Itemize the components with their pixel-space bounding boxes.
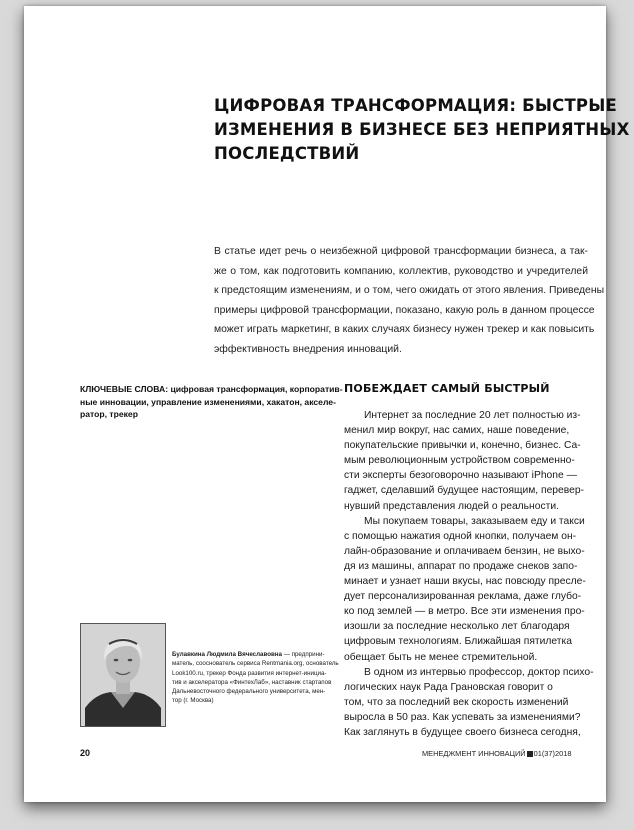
- author-info: [172, 650, 339, 706]
- body-line: выросла в 50 раз. Как успевать за изменениями?: [344, 711, 581, 723]
- abstract-line: может играть маркетинг, в каких случаях бизнесу нужен трекер и как повысить: [214, 324, 595, 335]
- journal-page: [24, 6, 630, 802]
- square-bullet-icon: [527, 751, 533, 757]
- author-bio-line: — предприни-: [281, 651, 325, 658]
- title-line: ЦИФРОВАЯ ТРАНСФОРМАЦИЯ: БЫСТРЫЕ: [214, 96, 617, 115]
- keywords: [80, 383, 343, 421]
- page-number: 20: [80, 748, 91, 758]
- journal-footer: [422, 749, 571, 758]
- author-bio-line: Дальневосточного федерального университета, мен-: [172, 688, 326, 696]
- body-line: дя из машины, аппарат по продаже снеков запо-: [344, 560, 578, 572]
- keywords-line: ные инновации, управление изменениями, хакатон, акселе-: [80, 396, 336, 407]
- body-line: Как заглянуть в будущее своего бизнеса сегодня,: [344, 726, 581, 738]
- body-line: сти эксперты безоговорочно называют iPhone —: [344, 470, 577, 482]
- article-body: [344, 408, 594, 740]
- article-title: [214, 94, 630, 166]
- body-line: Мы покупаем товары, заказываем еду и такси: [364, 515, 585, 527]
- author-bio-line: тор (г. Москва): [172, 697, 214, 705]
- journal-name: МЕНЕДЖМЕНТ ИННОВАЦИЙ: [422, 749, 526, 758]
- abstract-line: В статье идет речь о неизбежной цифровой трансформации бизнеса, а так-: [214, 246, 588, 257]
- body-line: ко под землей — в метро. Все эти изменения про-: [344, 606, 585, 618]
- author-bio-line: матель, сооснователь сервиса Rentmania.org, основатель: [172, 660, 339, 668]
- body-line: дует персонализированная реклама, даже глубо-: [344, 591, 582, 603]
- body-line: с помощью нажатия одной кнопки, получаем он-: [344, 530, 577, 542]
- body-line: том, что за последний век скорость изменений: [344, 696, 569, 708]
- body-line: Интернет за последние 20 лет полностью из-: [364, 410, 581, 421]
- abstract-line: эффективность внедрения инноваций.: [214, 343, 402, 355]
- body-line: логических наук Рада Грановская говорит о: [344, 681, 553, 693]
- abstract-line: к предстоящим изменениям, и о том, чего ожидать от этого явления. Приведены: [214, 285, 605, 296]
- keywords-line: ратор, трекер: [80, 409, 138, 419]
- body-line: менил мир вокруг, нас самих, наше поведение,: [344, 425, 570, 437]
- body-line: гаджет, сделавший будущее настоящим, перевер-: [344, 485, 584, 497]
- body-line: В одном из интервью профессор, доктор психо-: [364, 666, 594, 678]
- section-heading: ПОБЕЖДАЕТ САМЫЙ БЫСТРЫЙ: [344, 382, 550, 395]
- body-line: лайн-образование и оплачиваем бензин, не выхо-: [344, 545, 585, 557]
- body-line: цифровым технологиям. Ближайшая пятилетка: [344, 636, 572, 648]
- body-line: нувший представления людей о реальности.: [344, 500, 559, 512]
- body-line: покупательские привычки и, конечно, бизнес. Са-: [344, 440, 581, 452]
- body-line: минает и узнает наши вкусы, нас повсюду пресле-: [344, 576, 586, 588]
- title-line: ПОСЛЕДСТВИЙ: [214, 144, 360, 163]
- body-line: мым революционным устройством современно-: [344, 455, 575, 467]
- body-line: обещает быть не менее стремительной.: [344, 651, 538, 663]
- author-bio-line: Look100.ru, трекер Фонда развития интернет-инициа-: [172, 669, 327, 677]
- abstract-line: же о том, как подготовить компанию, коллектив, руководство и учредителей: [214, 265, 588, 277]
- author-name: Булавкина Людмила Вячеславовна: [172, 651, 282, 658]
- body-line: изошли за последние несколько лет благодаря: [344, 621, 570, 633]
- author-bio-line: тив и акселератора «ФинтехЛаб», наставник стартапов: [172, 678, 332, 686]
- author-bio-first-line: [172, 650, 332, 659]
- title-line: ИЗМЕНЕНИЯ В БИЗНЕСЕ БЕЗ НЕПРИЯТНЫХ: [214, 120, 630, 139]
- abstract-line: примеры цифровой трансформации, показано, какую роль в данном процессе: [214, 304, 595, 316]
- author-portrait-icon: [80, 623, 166, 727]
- keywords-line: КЛЮЧЕВЫЕ СЛОВА: цифровая трансформация, корпоратив-: [80, 384, 343, 394]
- article-abstract: [214, 242, 605, 359]
- author-portrait-graphic: [81, 624, 165, 726]
- journal-issue: 01(37)2018: [533, 749, 572, 758]
